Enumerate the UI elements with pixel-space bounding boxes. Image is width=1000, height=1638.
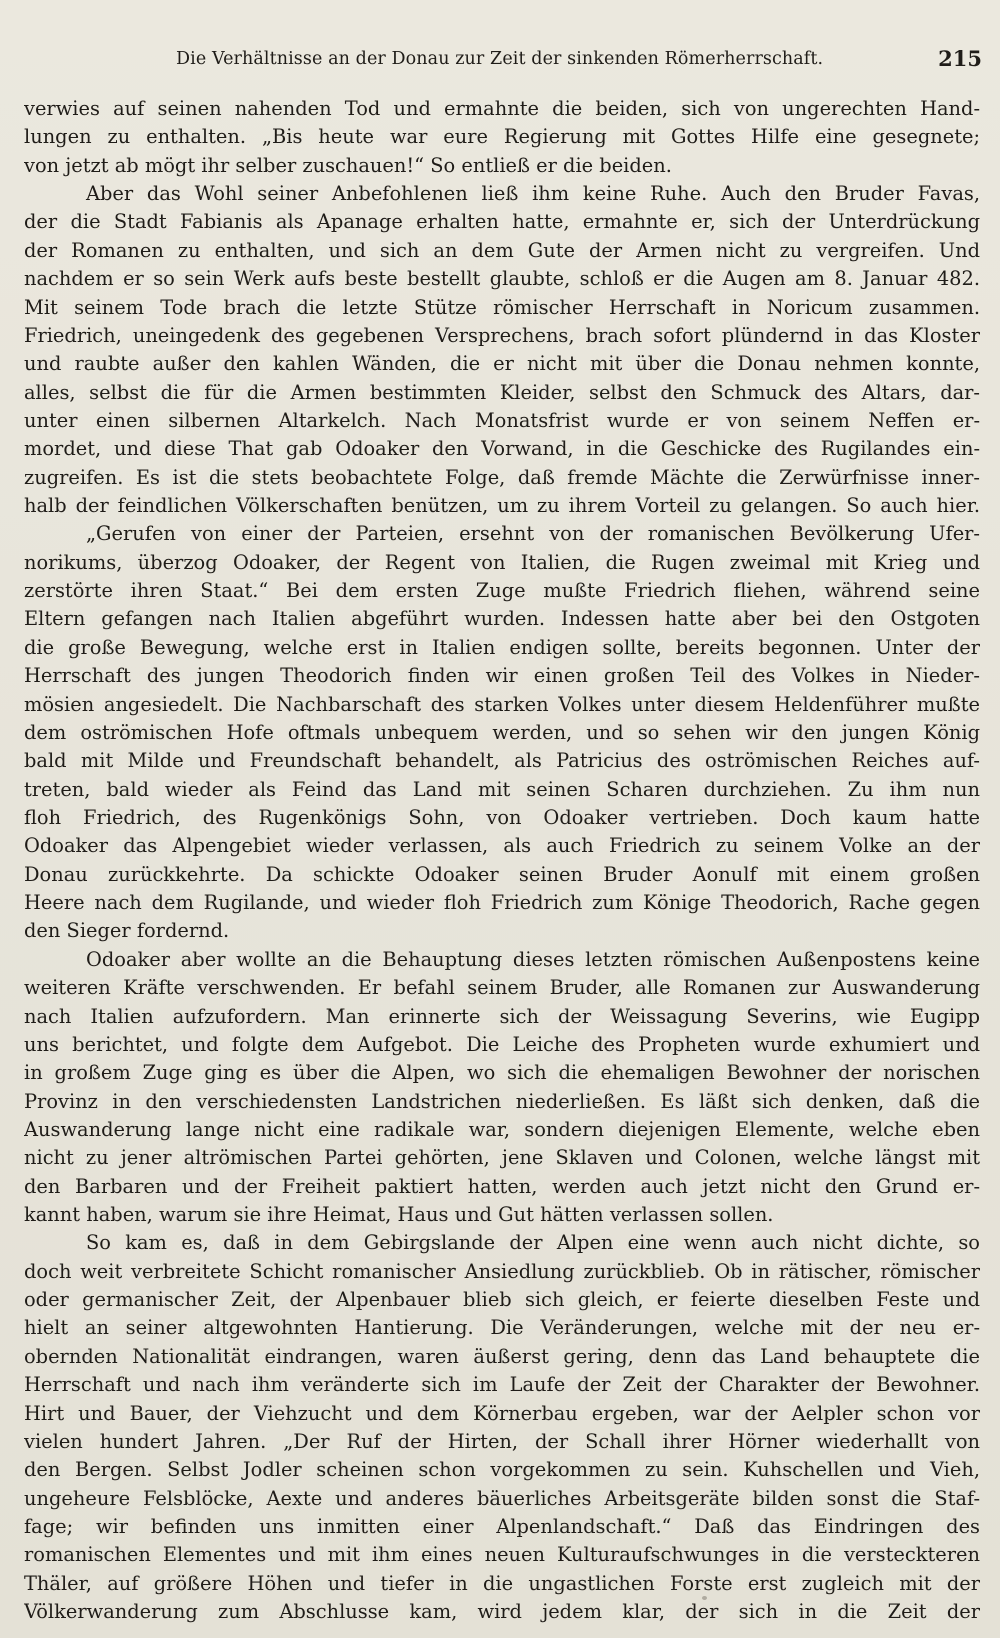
text-line: lungen zu enthalten. „Bis heute war eure Regierung mit Gottes Hilfe eine gesegnete; xyxy=(24,125,980,149)
text-line: von jetzt ab mögt ihr selber zuschauen!“ So entließ er die beiden. xyxy=(24,153,672,177)
text-line: hielt an seiner altgewohnten Hantierung. Die Veränderungen, welche mit der neu er- xyxy=(24,1316,980,1340)
text-line: treten, bald wieder als Feind das Land mit seinen Scharen durchziehen. Zu ihm nun xyxy=(24,777,980,801)
text-line: und raubte außer den kahlen Wänden, die er nicht mit über die Donau nehmen konnte, xyxy=(24,352,980,376)
text-line: Heere nach dem Rugilande, und wieder floh Friedrich zum Könige Theodorich, Rache gegen xyxy=(24,891,980,915)
text-line: zerstörte ihren Staat.“ Bei dem ersten Zuge mußte Friedrich fliehen, während seine xyxy=(24,579,980,603)
text-line: obernden Nationalität eindrangen, waren äußerst gering, denn das Land behauptete die xyxy=(24,1344,980,1368)
body-text xyxy=(24,95,980,1626)
text-line: Eltern gefangen nach Italien abgeführt wurden. Indessen hatte aber bei den Ostgoten xyxy=(24,607,980,631)
text-line: den Bergen. Selbst Jodler scheinen schon vorgekommen zu sein. Kuhschellen und Vieh, xyxy=(24,1458,980,1482)
text-line: Herrschaft und nach ihm veränderte sich im Laufe der Zeit der Charakter der Bewohner. xyxy=(24,1373,980,1397)
text-line: „Gerufen von einer der Parteien, ersehnt von der romanischen Bevölkerung Ufer- xyxy=(86,522,980,546)
page-number: 215 xyxy=(938,46,982,71)
text-line: romanischen Elementes und mit ihm eines neuen Kulturaufschwunges in die versteckteren xyxy=(24,1543,980,1567)
text-line: floh Friedrich, des Rugenkönigs Sohn, von Odoaker vertrieben. Doch kaum hatte xyxy=(24,805,980,829)
text-line: der die Stadt Fabianis als Apanage erhalten hatte, ermahnte er, sich der Unterdrückung xyxy=(24,210,980,234)
text-line: uns berichtet, und folgte dem Aufgebot. Die Leiche des Propheten wurde exhumiert und xyxy=(24,1032,980,1056)
text-line: oder germanischer Zeit, der Alpenbauer blieb sich gleich, er feierte dieselben Feste und xyxy=(24,1288,980,1312)
text-line: Donau zurückkehrte. Da schickte Odoaker seinen Bruder Aonulf mit einem großen xyxy=(24,862,980,886)
text-line: mordet, und diese That gab Odoaker den Vorwand, in die Geschicke des Rugilandes ein- xyxy=(24,437,980,461)
text-line: halb der feindlichen Völkerschaften benützen, um zu ihrem Vorteil zu gelangen. So auch hier. xyxy=(24,494,980,518)
text-line: die große Bewegung, welche erst in Italien endigen sollte, bereits begonnen. Unter der xyxy=(24,635,980,659)
text-line: Auswanderung lange nicht eine radikale war, sondern diejenigen Elemente, welche eben xyxy=(24,1117,980,1141)
text-line: doch weit verbreitete Schicht romanischer Ansiedlung zurückblieb. Ob in rätischer, römischer xyxy=(24,1259,980,1283)
running-head: Die Verhältnisse an der Donau zur Zeit der sinkenden Römerherrschaft. xyxy=(176,49,824,69)
text-line: So kam es, daß in dem Gebirgslande der Alpen eine wenn auch nicht dichte, so xyxy=(86,1231,980,1255)
text-line: norikums, überzog Odoaker, der Regent von Italien, die Rugen zweimal mit Krieg und xyxy=(24,550,980,574)
text-line: nach Italien aufzufordern. Man erinnerte sich der Weissagung Severins, wie Eugipp xyxy=(24,1004,980,1028)
paper-speck xyxy=(702,1596,707,1600)
text-line: alles, selbst die für die Armen bestimmten Kleider, selbst den Schmuck des Altars, dar- xyxy=(24,380,980,404)
text-line: den Barbaren und der Freiheit paktiert hatten, werden auch jetzt nicht den Grund er- xyxy=(24,1174,980,1198)
page-header xyxy=(24,44,982,74)
text-line: Aber das Wohl seiner Anbefohlenen ließ ihm keine Ruhe. Auch den Bruder Favas, xyxy=(86,182,980,206)
text-line: bald mit Milde und Freundschaft behandelt, als Patricius des oströmischen Reiches auf- xyxy=(24,749,980,773)
text-line: verwies auf seinen nahenden Tod und ermahnte die beiden, sich von ungerechten Hand- xyxy=(24,97,980,120)
text-line: vielen hundert Jahren. „Der Ruf der Hirten, der Schall ihrer Hörner wiederhallt von xyxy=(24,1429,980,1453)
text-line: Odoaker aber wollte an die Behauptung dieses letzten römischen Außenpostens keine xyxy=(86,947,980,971)
text-line: Friedrich, uneingedenk des gegebenen Versprechens, brach sofort plündernd in das Kloster xyxy=(24,323,980,347)
text-line: in großem Zuge ging es über die Alpen, wo sich die ehemaligen Bewohner der norischen xyxy=(24,1061,980,1085)
text-line: Völkerwanderung zum Abschlusse kam, wird jedem klar, der sich in die Zeit der xyxy=(24,1600,980,1624)
text-line: Hirt und Bauer, der Viehzucht und dem Körnerbau ergeben, war der Aelpler schon vor xyxy=(24,1401,980,1425)
text-line: Odoaker das Alpengebiet wieder verlassen, als auch Friedrich zu seinem Volke an der xyxy=(24,834,980,858)
text-line: Mit seinem Tode brach die letzte Stütze römischer Herrschaft in Noricum zusammen. xyxy=(24,295,980,319)
text-line: nachdem er so sein Werk aufs beste bestellt glaubte, schloß er die Augen am 8. Januar 482. xyxy=(24,267,980,291)
text-line: Herrschaft des jungen Theodorich finden wir einen großen Teil des Volkes in Nieder- xyxy=(24,664,980,688)
text-line: Thäler, auf größere Höhen und tiefer in die ungastlichen Forste erst zugleich mit der xyxy=(24,1571,980,1595)
text-line: fage; wir befinden uns inmitten einer Alpenlandschaft.“ Daß das Eindringen des xyxy=(24,1514,980,1538)
text-line: unter einen silbernen Altarkelch. Nach Monatsfrist wurde er von seinem Neffen er- xyxy=(24,408,980,432)
text-line: ungeheure Felsblöcke, Aexte und anderes bäuerliches Arbeitsgeräte bilden sonst die Staf- xyxy=(24,1486,980,1510)
text-line: zugreifen. Es ist die stets beobachtete Folge, daß fremde Mächte die Zerwürfnisse inner- xyxy=(24,465,980,489)
text-line: Provinz in den verschiedensten Landstrichen niederließen. Es läßt sich denken, daß die xyxy=(24,1089,980,1113)
text-line: mösien angesiedelt. Die Nachbarschaft des starken Volkes unter diesem Heldenführer mußte xyxy=(24,692,980,716)
text-line: kannt haben, warum sie ihre Heimat, Haus und Gut hätten verlassen sollen. xyxy=(24,1203,774,1227)
text-line: den Sieger fordernd. xyxy=(24,919,230,943)
text-line: nicht zu jener altrömischen Partei gehörten, jene Sklaven und Colonen, welche längst mit xyxy=(24,1146,980,1170)
text-line: dem oströmischen Hofe oftmals unbequem werden, und so sehen wir den jungen König xyxy=(24,720,980,744)
text-line: der Romanen zu enthalten, und sich an dem Gute der Armen nicht zu vergreifen. Und xyxy=(24,238,980,262)
text-line: weiteren Kräfte verschwenden. Er befahl seinem Bruder, alle Romanen zur Auswanderung xyxy=(24,976,980,1000)
